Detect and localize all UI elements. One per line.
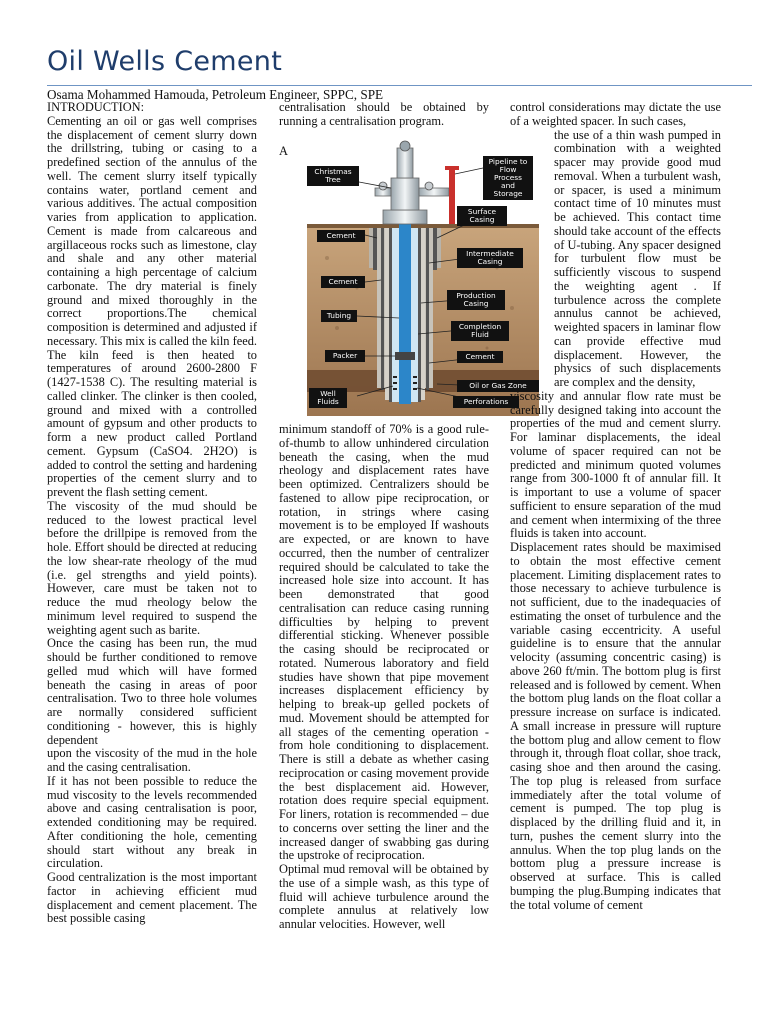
label-production-casing: Production Casing: [447, 290, 505, 310]
well-diagram: [297, 138, 544, 416]
column-2-top: [279, 101, 489, 129]
label-cement: Cement: [317, 230, 365, 242]
paragraph: viscosity and annular flow rate must be carefully designed taking into account the properties of the mud and cement slurry. For laminar displacements, the ideal volume of spacer required can not be predicted and minimum quoted volumes range from 300-1000 ft of annular fill. It is important to use a volume of spacer sufficient to ensure separation of the mud and cement when intermixing of the three fluids is taken into account.: [510, 388, 721, 541]
label-completion-fluid: Completion Fluid: [451, 321, 509, 341]
label-surface-casing: Surface Casing: [457, 206, 507, 226]
label-intermediate-casing: Intermediate Casing: [457, 248, 523, 268]
paragraph: Cementing an oil or gas well comprises the displacement of cement slurry down the drillstring, tubing or casing to a predefined section of the annulus of the well. The cement slurry itself typically contains water, portland cement and various additives. The actual composition varies from application to application. Cement is made from calcareous and argillaceous rocks such as limestone, clay and shale and any other material containing a high percentage of calcium carbonate. The dry material is finely ground and mixed thoroughly in the correct proportions.The chemical composition is determined and adjusted if necessary. This mix is called the kiln feed. The kiln feed is then heated to temperatures of around 2600-2800 F (1427-1538 C). The resulting material is called clinker. The clinker is then cooled, ground and mixed with a controlled amount of gypsum and other products to form a new product called Portland cement. Gypsum (CaSO4. 2H2O) is added to control the setting and hardening properties of the cement slurry and to prevent the flash setting cement.: [47, 113, 257, 499]
paragraph: control considerations may dictate the use of a weighted spacer. In such cases,: [510, 100, 721, 128]
label-well-fluids: Well Fluids: [309, 388, 347, 408]
section-heading: INTRODUCTION:: [47, 100, 145, 114]
paragraph: upon the viscosity of the mud in the hole and the casing centralisation.: [47, 746, 257, 774]
label-pipeline: Pipeline to Flow Process and Storage: [483, 156, 533, 200]
column-3: [510, 101, 721, 912]
column-1: [47, 101, 257, 926]
paragraph: Good centralization is the most important factor in achieving efficient mud displacement and cement placement. The best possible casing: [47, 870, 257, 926]
paragraph: Once the casing has been run, the mud should be further conditioned to remove gelled mud which will have formed beneath the casing in areas of poor centralisation. Two to three hole volumes are normally considered sufficient conditioning - however, this is highly dependent: [47, 636, 257, 747]
author-line: Osama Mohammed Hamouda, Petroleum Engineer, SPPC, SPE: [47, 87, 384, 102]
label-christmas-tree: Christmas Tree: [307, 166, 359, 186]
paragraph: minimum standoff of 70% is a good rule-of-thumb to allow unhindered circulation beneath the casing, when the mud rheology and displacement rates have been optimized. Centralizers should be fastened to allow pipe reciprocation, or rotation, in strings where casing movement is to be employed If washouts are expected, or are known to have occurred, then the number of centralizer required should be calculated to take the increased hole size into account. It has been demonstrated that good centralisation can reduce casing running difficulties by helping to prevent differential sticking. Whenever possible the casing should be reciprocated or rotated. Numerous laboratory and field studies have shown that pipe movement increases displacement efficiency by helping to break-up gelled pockets of mud. Movement should be attempted for all stages of the cementing operation - from hole conditioning to displacement. There is still a debate as whether casing reciprocation or casing movement provide the best displacement aid. However, rotation does require special equipment. For liners, rotation is recommended – due to concerns over setting the liner and the increased danger of swabbing gas during the upstroke of reciprocation.: [279, 422, 489, 863]
column-2-bottom: [279, 423, 489, 932]
title-rule: [47, 85, 752, 86]
label-cement: Cement: [321, 276, 365, 288]
figure-letter: A: [279, 144, 288, 158]
label-perforations: Perforations: [453, 396, 519, 408]
page-title: Oil Wells Cement: [47, 46, 283, 77]
paragraph: The viscosity of the mud should be reduced to the lowest practical level before the drillpipe is removed from the hole. Effort should be directed at reducing the low shear-rate rheology of the mud (i.e. gel strengths and yield points). However, care must be taken not to reduce the mud rheology below the minimum level required to suspend the weighting agent such as barite.: [47, 498, 257, 637]
label-cement: Cement: [457, 351, 503, 363]
paragraph: centralisation should be obtained by running a centralisation program.: [279, 100, 489, 128]
paragraph: Displacement rates should be maximised to obtain the most effective cement placement. Limiting displacement rates to those necessary to achieve turbulence is not sufficient, due to the inadequacies of estimating the onset of turbulence and the variable casing eccentricity. A useful guideline is to ensure that the annular velocity (assuming concentric casing) is above 260 ft/min. The bottom plug is first released and is followed by cement. When the bottom plug lands on the float collar a pressure increase on surface is indicated. A small increase in pressure will rupture the bottom plug and allow cement to flow through it, through float collar, shoe track, casing shoe and then around the casing. The top plug is released from surface immediately after the total volume of cement is pumped. The top plug is displaced by the drilling fluid and it, in turn, pushes the cement slurry into the annulus. When the top plug lands on the bottom plug a pressure increase is observed at surface. This is called bumping the plug.Bumping indicates that the total volume of cement: [510, 540, 721, 912]
paragraph: Optimal mud removal will be obtained by the use of a simple wash, as this type of fluid will achieve turbulence around the complete annulus at relatively low annular velocities. However, well: [279, 862, 489, 931]
label-packer: Packer: [325, 350, 365, 362]
label-oil-gas-zone: Oil or Gas Zone: [457, 380, 539, 392]
paragraph: If it has not been possible to reduce the mud viscosity to the levels recommended above and casing centralisation is poor, extended conditioning may be required. After conditioning the hole, cementing should start without any break in circulation.: [47, 773, 257, 871]
paragraph: the use of a thin wash pumped in combination with a weighted spacer may provide good mud removal. When a turbulent wash, or spacer, is used a minimum contact time of 10 minutes must be achieved. This contact time should take account of the effects of U-tubing. Any spacer designed for turbulent flow must be sufficiently viscous to suspend the weighting agent . If turbulence across the complete annulus cannot be achieved, weighted spacers in laminar flow can provide effective mud displacement. However, the physics of such displacements are complex and the density,: [554, 127, 721, 389]
label-tubing: Tubing: [321, 310, 357, 322]
